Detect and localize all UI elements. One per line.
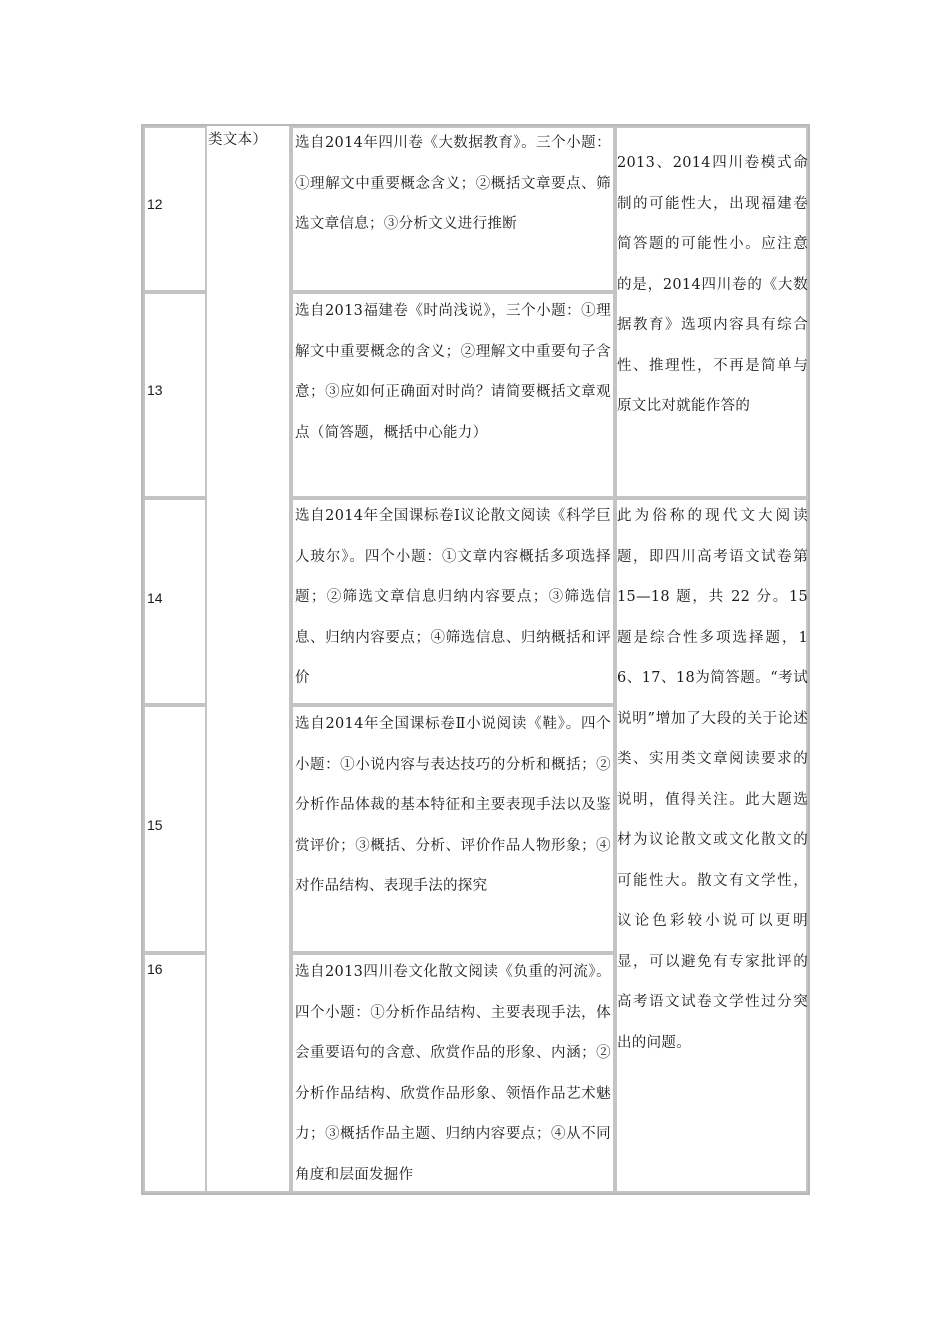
row-number: 15 <box>147 817 163 833</box>
content-text: 选自2014年全国课标卷Ⅱ小说阅读《鞋》。四个小题：①小说内容与表达技巧的分析和概括；②分析作品体裁的基本特征和主要表现手法以及鉴赏评价；③概括、分析、评价作品人物形象；④对作品结构、表现手法的探究 <box>295 716 611 894</box>
number-cell-15 <box>143 705 207 953</box>
number-cell-13 <box>143 292 207 498</box>
content-text: 选自2014年四川卷《大数据教育》。三个小题：①理解文中重要概念含义；②概括文章要点、筛选文章信息；③分析文义进行推断 <box>295 135 611 232</box>
row-number: 12 <box>147 196 163 212</box>
category-cell <box>205 126 291 1193</box>
note-cell-a <box>615 126 808 498</box>
number-cell-14 <box>143 498 207 705</box>
content-cell-13 <box>291 292 615 498</box>
row-number: 16 <box>147 961 163 977</box>
row-number: 13 <box>147 382 163 398</box>
row-number: 14 <box>147 590 163 606</box>
note-text: 此为俗称的现代文大阅读题，即四川高考语文试卷第 15—18 题，共 22 分。15题是综合性多项选择题，16、17、18为简答题。“考试说明”增加了大段的关于论述类、实用类文章阅读要求的说明，值得关注。此大题选材为议论散文或文化散文的可能性大。散文有文学性，议论色彩较小说可以更明显，可以避免有专家批评的高考语文试卷文学性过分突出的问题。 <box>617 508 808 1051</box>
content-cell-12 <box>291 126 615 292</box>
content-text: 选自2013福建卷《时尚浅说》，三个小题：①理解文中重要概念的含义；②理解文中重要句子含意；③应如何正确面对时尚？请简要概括文章观点（简答题，概括中心能力） <box>295 303 611 441</box>
number-cell-16 <box>143 953 207 1193</box>
content-cell-15 <box>291 705 615 953</box>
note-cell-b <box>615 498 808 1193</box>
content-text: 选自2014年全国课标卷Ⅰ议论散文阅读《科学巨人玻尔》。四个小题：①文章内容概括多项选择题；②筛选文章信息归纳内容要点；③筛选信息、归纳内容要点；④筛选信息、归纳概括和评价 <box>295 508 611 686</box>
content-text: 选自2013四川卷文化散文阅读《负重的河流》。四个小题：①分析作品结构、主要表现手法，体会重要语句的含意、欣赏作品的形象、内涵；②分析作品结构、欣赏作品形象、领悟作品艺术魅力；③概括作品主题、归纳内容要点；④从不同角度和层面发掘作 <box>295 964 611 1183</box>
note-text: 2013、2014四川卷模式命制的可能性大，出现福建卷简答题的可能性小。应注意的是，2014四川卷的《大数据教育》选项内容具有综合性、推理性，不再是简单与原文比对就能作答的 <box>617 155 808 414</box>
content-cell-14 <box>291 498 615 705</box>
number-cell-12 <box>143 126 207 292</box>
content-cell-16 <box>291 953 615 1193</box>
category-text: 类文本） <box>208 132 268 148</box>
